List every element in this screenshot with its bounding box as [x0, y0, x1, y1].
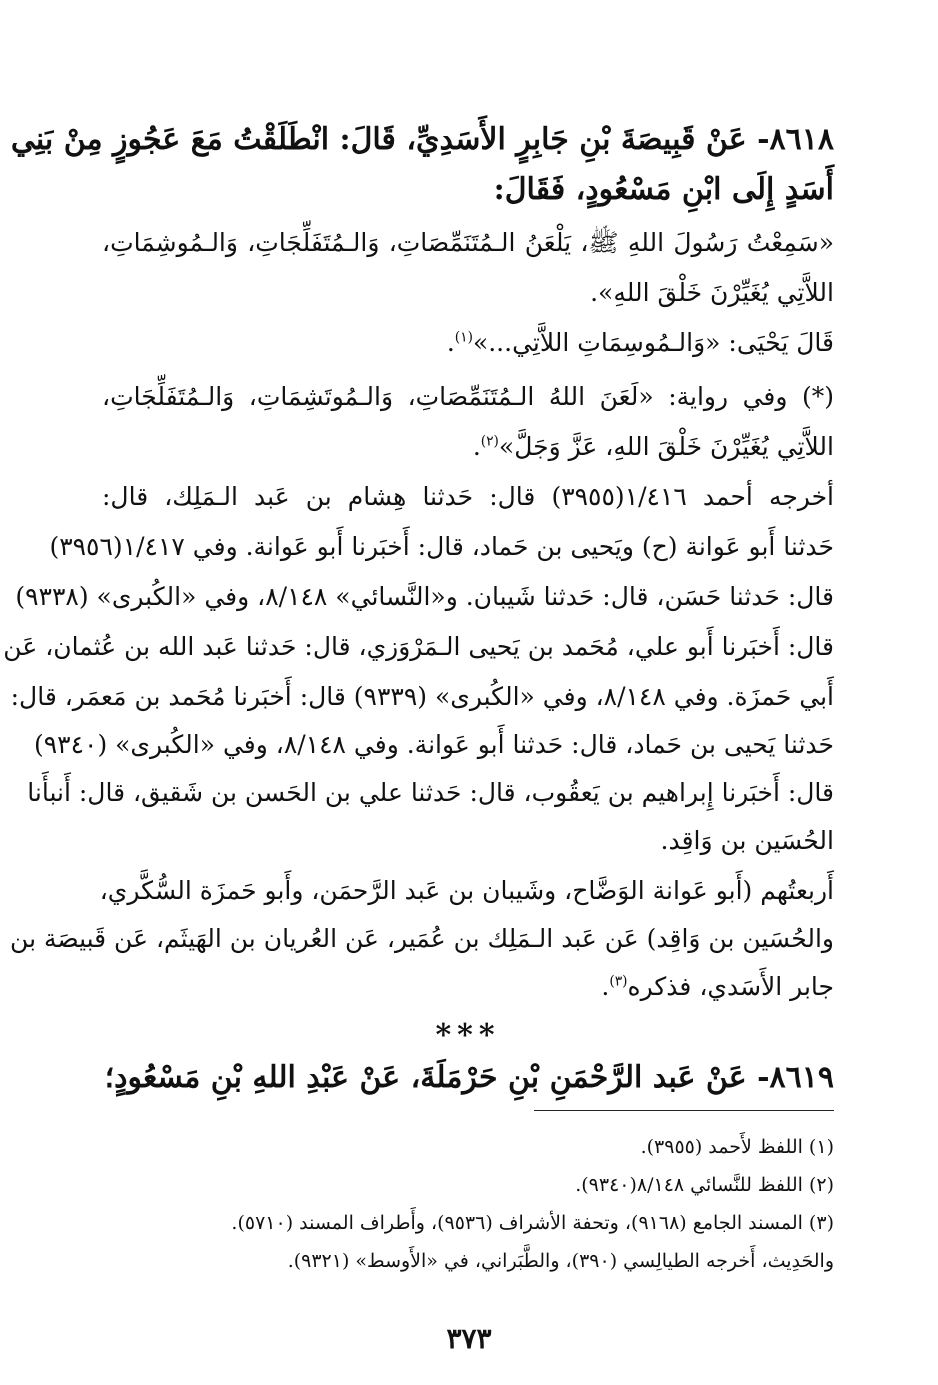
hadith-8618-line-1: ٨٦١٨- عَنْ قَبِيصَةَ بْنِ جَابِرٍ الأَسَدِيِّ، قَالَ: انْطَلَقْتُ مَعَ عَجُوزٍ مِنْ بَنِي [10, 122, 834, 157]
footnote-ref-1: (١) [454, 329, 473, 346]
riwaya-line-2: اللاَّتِي يُغَيِّرْنَ خَلْقَ اللهِ، عَزَّ وَجَلَّ»$^{(٢)}$. [472, 432, 834, 461]
footnote-3-continued: والحَدِيث، أَخرجه الطيالِسي (٣٩٠)، والطَّبَراني، في «الأَوسط» (٩٣٢١). [287, 1250, 834, 1272]
footnote-rule [534, 1110, 834, 1111]
hadith-8618-line-2: أَسَدٍ إِلَى ابْنِ مَسْعُودٍ، فَقَالَ: [493, 172, 834, 207]
section-separator: *** [435, 1018, 501, 1053]
takhrij-line-3: قال: حَدثنا حَسَن، قال: حَدثنا شَيبان. و«النَّسائي» ٨/١٤٨، وفي «الكُبرى» (٩٣٣٨) [15, 582, 834, 611]
footnote-3: (٣) المسند الجامع (٩١٦٨)، وتحفة الأشراف (٩٥٣٦)، وأَطراف المسند (٥٧١٠). [231, 1212, 834, 1234]
arbaatuhum-line-3: جابر الأَسَدي، فذكره$^{(٣)}$. [601, 972, 834, 1001]
footnote-2: (٢) اللفظ للنَّسائي ٨/١٤٨(٩٣٤٠). [575, 1174, 834, 1196]
riwaya-line-1: (*) وفي رواية: «لَعَنَ اللهُ الـمُتَنَمِّصَاتِ، وَالـمُوتَشِمَاتِ، وَالـمُتَفَلِّجَاتِ، [102, 382, 834, 411]
takhrij-line-5: أَبي حَمزَة. وفي ٨/١٤٨، وفي «الكُبرى» (٩٣٣٩) قال: أَخبَرنا مُحَمد بن مَعمَر، قال: [10, 682, 834, 711]
hadith-8619-heading: ٨٦١٩- عَنْ عَبد الرَّحْمَنِ بْنِ حَرْمَلَةَ، عَنْ عَبْدِ اللهِ بْنِ مَسْعُودٍ؛ [104, 1060, 834, 1095]
yahya-note-text: قَالَ يَحْيَى: «وَالـمُوسِمَاتِ اللاَّتِي...» [472, 328, 834, 357]
arbaatuhum-line-3-text: جابر الأَسَدي، فذكره [627, 972, 834, 1001]
takhrij-line-4: قال: أَخبَرنا أَبو علي، مُحَمد بن يَحيى الـمَرْوَزي، قال: حَدثنا عَبد الله بن عُثمان، عَن [3, 632, 834, 661]
takhrij-line-1: أخرجه أحمد ١/٤١٦(٣٩٥٥) قال: حَدثنا هِشام بن عَبد الـمَلِك، قال: [102, 482, 835, 511]
prophetic-quote-line-1: «سَمِعْتُ رَسُولَ اللهِ ﷺ، يَلْعَنُ الـمُتَنَمِّصَاتِ، وَالـمُتَفَلِّجَاتِ، وَالـمُوشِمَاتِ، [102, 228, 834, 257]
takhrij-line-6: حَدثنا يَحيى بن حَماد، قال: حَدثنا أَبو عَوانة. وفي ٨/١٤٨، وفي «الكُبرى» (٩٣٤٠) [33, 730, 834, 759]
yahya-note: قَالَ يَحْيَى: «وَالـمُوسِمَاتِ اللاَّتِي...»$^{(١)}$. [446, 328, 834, 357]
footnote-ref-2: (٢) [480, 433, 499, 450]
footnote-1: (١) اللفظ لأَحمد (٣٩٥٥). [640, 1136, 834, 1158]
arbaatuhum-line-1: أَربعتُهم (أَبو عَوانة الوَضَّاح، وشَيبان بن عَبد الرَّحمَن، وأَبو حَمزَة السُّكَّري، [99, 876, 834, 905]
takhrij-line-2: حَدثنا أَبو عَوانة (ح) ويَحيى بن حَماد، قال: أَخبَرنا أَبو عَوانة. وفي ١/٤١٧(٣٩٥٦) [49, 532, 834, 561]
prophetic-quote-line-2: اللاَّتِي يُغَيِّرْنَ خَلْقَ اللهِ». [590, 278, 834, 307]
page-number: ٣٧٣ [446, 1322, 492, 1355]
takhrij-line-8: الحُسَين بن وَاقِد. [660, 826, 834, 855]
takhrij-line-7: قال: أَخبَرنا إِبراهيم بن يَعقُوب، قال: حَدثنا علي بن الحَسن بن شَقيق، قال: أَنبأَنا [27, 778, 834, 807]
footnote-ref-3: (٣) [609, 973, 628, 990]
riwaya-line-2-text: اللاَّتِي يُغَيِّرْنَ خَلْقَ اللهِ، عَزَّ وَجَلَّ» [498, 432, 834, 461]
arbaatuhum-line-2: والحُسَين بن وَاقِد) عَن عَبد الـمَلِك بن عُمَير، عَن العُريان بن الهَيثَم، عَن قَبيصَة بن [10, 924, 834, 953]
